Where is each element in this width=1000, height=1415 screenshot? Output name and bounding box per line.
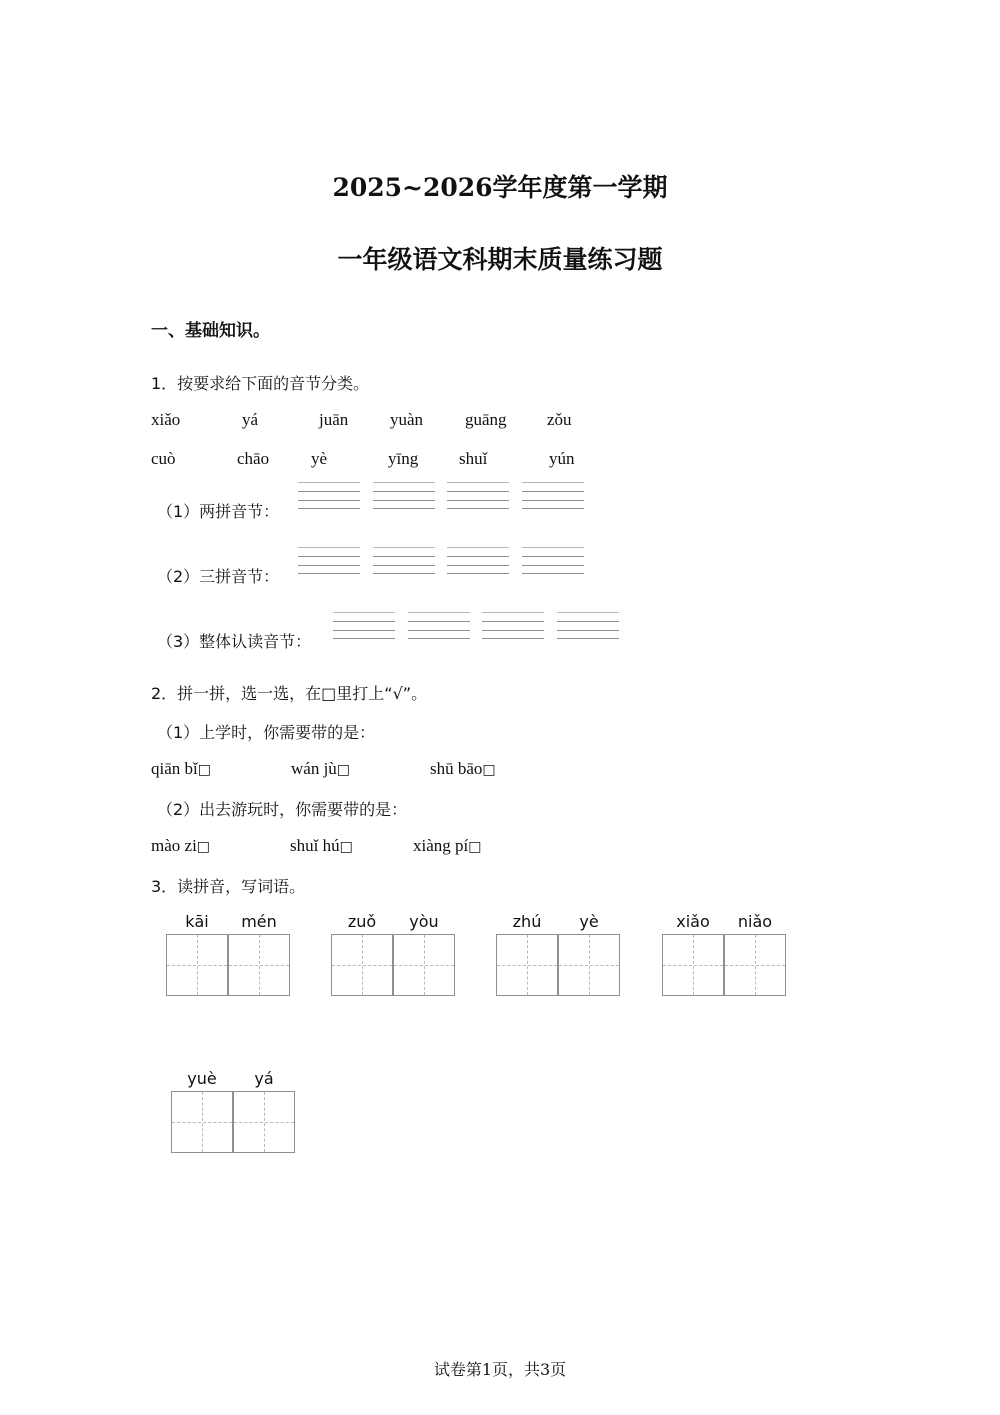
writing-lines[interactable] xyxy=(522,482,584,509)
writing-lines[interactable] xyxy=(373,547,435,574)
syllable: yè xyxy=(311,449,328,468)
tianzi-grid-cell[interactable] xyxy=(331,934,393,996)
pinyin-label: yè xyxy=(579,912,599,931)
pinyin-label: xiǎo xyxy=(676,912,710,931)
question-2-sub2: （2）出去游玩时，你需要带的是： xyxy=(157,800,408,819)
syllable: yīng xyxy=(388,449,419,468)
tianzi-grid-cell[interactable] xyxy=(233,1091,295,1153)
word-writing-box xyxy=(662,912,788,1000)
tianzi-grid-cell[interactable] xyxy=(166,934,228,996)
choice-item[interactable] xyxy=(290,836,353,856)
tianzi-grid-cell[interactable] xyxy=(496,934,558,996)
checkbox-icon[interactable]: □ xyxy=(482,762,496,778)
syllable: cuò xyxy=(151,449,176,468)
pinyin-label: yòu xyxy=(409,912,439,931)
writing-lines[interactable] xyxy=(298,482,360,509)
choice-label: shū bāo xyxy=(430,759,483,778)
syllable: yuàn xyxy=(390,410,424,429)
choice-item[interactable] xyxy=(151,836,210,856)
syllable: yún xyxy=(549,449,575,468)
word-writing-box xyxy=(166,912,292,1000)
checkbox-icon[interactable]: □ xyxy=(468,839,482,855)
checkbox-icon[interactable]: □ xyxy=(336,762,351,778)
choice-item[interactable] xyxy=(151,759,211,779)
writing-lines[interactable] xyxy=(557,612,619,639)
writing-lines[interactable] xyxy=(447,482,509,509)
writing-lines[interactable] xyxy=(522,547,584,574)
writing-lines[interactable] xyxy=(408,612,470,639)
question-2-prompt: 2．拼一拼，选一选，在□里打上“√”。 xyxy=(151,684,428,703)
syllable: zǒu xyxy=(547,410,572,429)
tianzi-grid-cell[interactable] xyxy=(393,934,455,996)
choice-label: xiàng pí xyxy=(413,836,469,855)
tianzi-grid-cell[interactable] xyxy=(228,934,290,996)
pinyin-label: yuè xyxy=(187,1069,217,1088)
pinyin-label: zhú xyxy=(512,912,542,931)
syllable: juān xyxy=(319,410,349,429)
choice-label: mào zi xyxy=(151,836,197,855)
pinyin-label: zuǒ xyxy=(347,912,377,931)
choice-label: wán jù xyxy=(291,759,337,778)
checkbox-icon[interactable]: □ xyxy=(196,839,211,855)
writing-lines[interactable] xyxy=(447,547,509,574)
page-title-line2: 一年级语文科期末质量练习题 xyxy=(337,245,663,274)
syllable: shuǐ xyxy=(459,449,488,468)
writing-lines[interactable] xyxy=(333,612,395,639)
question-3-prompt: 3．读拼音，写词语。 xyxy=(151,877,306,896)
choice-item[interactable] xyxy=(291,759,350,779)
section-heading: 一、基础知识。 xyxy=(151,321,270,341)
choice-label: shuǐ hú xyxy=(290,836,340,855)
sub-question-three-spell: （2）三拼音节： xyxy=(157,567,280,586)
pinyin-label: niǎo xyxy=(737,912,773,931)
syllable: xiǎo xyxy=(151,410,181,429)
choice-item[interactable] xyxy=(430,759,496,779)
sub-question-two-spell: （1）两拼音节： xyxy=(157,502,280,521)
syllable: guāng xyxy=(465,410,507,429)
writing-lines[interactable] xyxy=(482,612,544,639)
tianzi-grid-cell[interactable] xyxy=(724,934,786,996)
page-footer: 试卷第1页，共3页 xyxy=(433,1360,567,1379)
pinyin-label: kāi xyxy=(185,912,209,931)
sub-question-whole-read: （3）整体认读音节： xyxy=(157,632,312,651)
choice-item[interactable] xyxy=(413,836,481,856)
word-writing-box xyxy=(171,1069,297,1157)
writing-lines[interactable] xyxy=(373,482,435,509)
syllable: chāo xyxy=(237,449,270,468)
question-2-sub1: （1）上学时，你需要带的是： xyxy=(157,723,376,742)
writing-lines[interactable] xyxy=(298,547,360,574)
tianzi-grid-cell[interactable] xyxy=(171,1091,233,1153)
page-title-line1: 2025~2026学年度第一学期 xyxy=(332,173,668,202)
question-1-prompt: 1．按要求给下面的音节分类。 xyxy=(151,374,370,393)
choice-label: qiān bǐ xyxy=(151,759,198,778)
pinyin-label: mén xyxy=(241,912,277,931)
pinyin-label: yá xyxy=(254,1069,274,1088)
tianzi-grid-cell[interactable] xyxy=(558,934,620,996)
checkbox-icon[interactable]: □ xyxy=(339,839,353,855)
checkbox-icon[interactable]: □ xyxy=(197,762,211,778)
tianzi-grid-cell[interactable] xyxy=(662,934,724,996)
word-writing-box xyxy=(496,912,622,1000)
word-writing-box xyxy=(331,912,457,1000)
syllable: yá xyxy=(242,410,259,429)
